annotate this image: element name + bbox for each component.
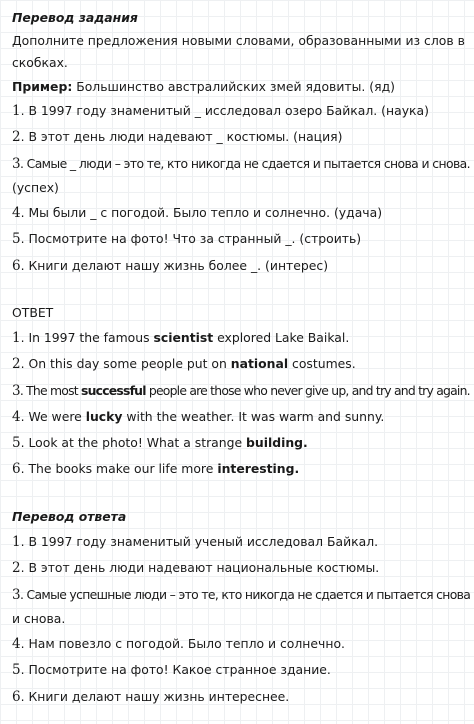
item-number: 1: [12, 534, 21, 550]
answer-item: 5. Look at the photo! What a strange building.: [12, 435, 308, 451]
task-item: 3. Самые _ люди – это те, кто никогда не сдается и пытается снова и снова.: [12, 156, 470, 172]
answer-heading: ОТВЕТ: [12, 305, 54, 320]
item-number: 3: [12, 156, 20, 172]
item-number: 1: [12, 103, 21, 119]
item-number: 4: [12, 205, 21, 221]
item-number: 4: [12, 409, 21, 425]
translation-item: 1. В 1997 году знаменитый ученый исследовал Байкал.: [12, 534, 379, 550]
answer-item: 1. In 1997 the famous scientist explored Lake Baikal.: [12, 330, 350, 346]
answer-word: lucky: [85, 409, 123, 424]
item-number: 2: [12, 560, 21, 576]
answer-word: successful: [81, 383, 146, 398]
task-item: 1. В 1997 году знаменитый _ исследовал озеро Байкал. (наука): [12, 103, 429, 119]
task-item-continuation: (успех): [12, 180, 59, 195]
item-number: 2: [12, 356, 21, 372]
example-label: Пример:: [12, 79, 73, 94]
answer-word: building.: [246, 435, 308, 450]
translation-item: 6. Книги делают нашу жизнь интереснее.: [12, 689, 290, 705]
translation-item-continuation: и снова.: [12, 611, 66, 626]
item-number: 4: [12, 636, 21, 652]
item-number: 5: [12, 662, 21, 678]
answer-item: 6. The books make our life more interesting.: [12, 461, 300, 477]
item-number: 2: [12, 129, 21, 145]
example-text: Большинство австралийских змей ядовиты. (яд): [72, 79, 395, 94]
task-item: 6. Книги делают нашу жизнь более _. (интерес): [12, 258, 329, 274]
item-number: 6: [12, 689, 21, 705]
item-number: 5: [12, 231, 21, 247]
item-number: 6: [12, 461, 21, 477]
task-heading: Перевод задания: [12, 10, 138, 25]
answer-word: interesting.: [217, 461, 300, 476]
translation-item: 4. Нам повезло с погодой. Было тепло и солнечно.: [12, 636, 345, 652]
task-item: 4. Мы были _ с погодой. Было тепло и солнечно. (удача): [12, 205, 383, 221]
item-number: 5: [12, 435, 21, 451]
answer-word: scientist: [153, 330, 214, 345]
task-item: 2. В этот день люди надевают _ костюмы. (нация): [12, 129, 343, 145]
task-example: [12, 79, 468, 94]
item-number: 1: [12, 330, 21, 346]
item-number: 3: [12, 383, 20, 399]
translation-item: 2. В этот день люди надевают национальные костюмы.: [12, 560, 380, 576]
answer-word: national: [230, 356, 289, 371]
answer-item: 4. We were lucky with the weather. It was warm and sunny.: [12, 409, 385, 425]
task-instruction-line2: скобках.: [12, 55, 68, 70]
task-item: 5. Посмотрите на фото! Что за странный _. (строить): [12, 231, 362, 247]
translation-item: 5. Посмотрите на фото! Какое странное здание.: [12, 662, 331, 678]
answer-item: 2. On this day some people put on national costumes.: [12, 356, 356, 372]
translation-heading: Перевод ответа: [12, 509, 127, 524]
task-instruction-line1: Дополните предложения новыми словами, образованными из слов в: [12, 33, 465, 48]
item-number: 6: [12, 258, 21, 274]
answer-item: 3. The most successful people are those who never give up, and try and try again.: [12, 383, 470, 399]
item-number: 3: [12, 587, 20, 603]
translation-item: 3. Самые успешные люди – это те, кто никогда не сдается и пытается снова: [12, 587, 471, 603]
